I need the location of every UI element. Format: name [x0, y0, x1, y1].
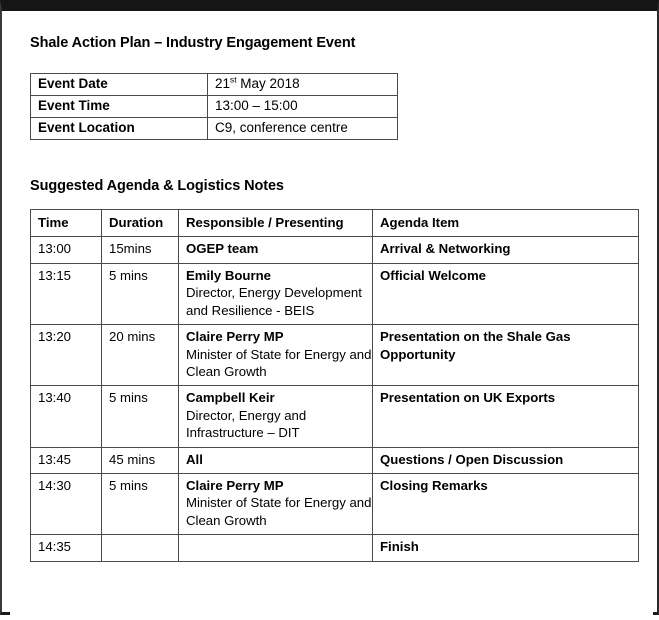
table-row	[31, 96, 398, 118]
table-row	[31, 263, 639, 324]
row-responsible	[179, 263, 373, 324]
row-duration: 5 mins	[102, 263, 179, 324]
page-title: Shale Action Plan – Industry Engagement Event	[30, 35, 356, 51]
responsible-name: Emily Bourne	[186, 267, 272, 283]
event-date-day: 21	[215, 76, 231, 92]
agenda-table	[30, 209, 639, 562]
row-agenda-item: Finish	[373, 535, 639, 561]
responsible-name: Claire Perry MP	[186, 329, 284, 345]
column-header-duration: Duration	[102, 210, 179, 237]
row-time: 13:20	[31, 325, 102, 386]
event-date-ordinal-suffix: st	[230, 74, 237, 85]
row-time: 13:45	[31, 447, 102, 473]
row-time: 13:00	[31, 237, 102, 263]
responsible-name: Campbell Keir	[186, 390, 275, 406]
table-row	[31, 386, 639, 447]
row-agenda-item: Official Welcome	[373, 263, 639, 324]
page-content	[10, 22, 653, 620]
responsible-subtitle: Minister of State for Energy and Clean Growth	[186, 495, 372, 528]
event-location-value: C9, conference centre	[208, 118, 398, 140]
table-row	[31, 474, 639, 535]
row-responsible	[179, 386, 373, 447]
responsible-subtitle: Minister of State for Energy and Clean Growth	[186, 346, 372, 379]
table-row	[31, 535, 639, 561]
row-duration: 20 mins	[102, 325, 179, 386]
table-row	[31, 237, 639, 263]
section-title: Suggested Agenda & Logistics Notes	[30, 178, 284, 194]
table-row	[31, 74, 398, 96]
responsible-subtitle: Director, Energy Development and Resilience - BEIS	[186, 285, 362, 318]
row-duration: 15mins	[102, 237, 179, 263]
event-time-value: 13:00 – 15:00	[208, 96, 398, 118]
row-duration: 45 mins	[102, 447, 179, 473]
agenda-table-body	[31, 237, 639, 561]
table-row	[31, 325, 639, 386]
column-header-time: Time	[31, 210, 102, 237]
column-header-responsible: Responsible / Presenting	[179, 210, 373, 237]
agenda-header-row	[31, 210, 639, 237]
row-time: 13:40	[31, 386, 102, 447]
row-agenda-item: Presentation on UK Exports	[373, 386, 639, 447]
table-row	[31, 447, 639, 473]
row-time: 14:30	[31, 474, 102, 535]
row-agenda-item: Presentation on the Shale Gas Opportunity	[373, 325, 639, 386]
event-date-label: Event Date	[31, 74, 208, 96]
row-time: 14:35	[31, 535, 102, 561]
event-date-month-year: May 2018	[236, 76, 300, 92]
row-duration	[102, 535, 179, 561]
table-row	[31, 118, 398, 140]
column-header-agenda-item: Agenda Item	[373, 210, 639, 237]
row-responsible	[179, 325, 373, 386]
row-agenda-item: Arrival & Networking	[373, 237, 639, 263]
responsible-subtitle: Director, Energy and Infrastructure – DIT	[186, 407, 307, 441]
responsible-name: Claire Perry MP	[186, 478, 284, 494]
event-time-label: Event Time	[31, 96, 208, 118]
row-agenda-item: Closing Remarks	[373, 474, 639, 535]
event-details-table	[30, 73, 398, 140]
event-location-label: Event Location	[31, 118, 208, 140]
event-date-value	[208, 74, 398, 96]
responsible-name: OGEP team	[186, 241, 259, 257]
row-responsible	[179, 447, 373, 473]
row-time: 13:15	[31, 263, 102, 324]
row-responsible	[179, 237, 373, 263]
row-responsible	[179, 535, 373, 561]
row-agenda-item: Questions / Open Discussion	[373, 447, 639, 473]
row-duration: 5 mins	[102, 474, 179, 535]
row-responsible	[179, 474, 373, 535]
event-details-body	[31, 74, 398, 140]
row-duration: 5 mins	[102, 386, 179, 447]
agenda-table-head	[31, 210, 639, 237]
responsible-name: All	[186, 451, 203, 467]
